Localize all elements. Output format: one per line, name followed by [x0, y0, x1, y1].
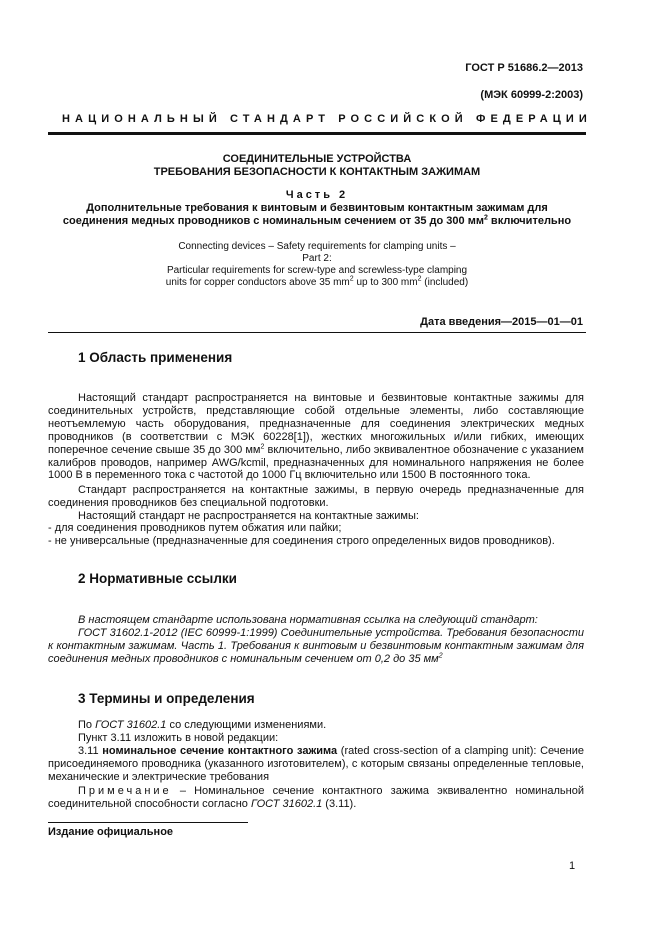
standard-number: ГОСТ Р 51686.2—2013 — [465, 62, 583, 74]
section-1-paragraph-1: Настоящий стандарт распространяется на винтовые и безвинтовые контактные зажимы для соединительных устройств, представляющие собой отдельные элементы, либо составляющие неотъемлемую часть оборудования, предназначенные для соединения электрических медных проводников (в соответствии с МЭК 60228[1]), жестких многожильных и/или гибких, имеющих поперечное сечение свыше 35 до 300 $мм^2$ включительно, либо эквивалентное обозначение с указанием калибров проводов, например AWG/kcmil, предназначенных для номинального напряжения не более 1000 В в переменного тока с частотой до 1000 Гц включительно или 1500 В постоянного тока. — [48, 392, 584, 482]
section-1-heading: 1 Область применения — [78, 350, 233, 365]
section-1-paragraph-2: Стандарт распространяется на контактные зажимы, в первую очередь предназначенные для соединения проводников без специальной подготовки. — [48, 484, 584, 509]
section-1-list-item-1: - для соединения проводников путем обжатия или пайки; — [48, 522, 342, 534]
footer-divider — [48, 822, 248, 823]
section-3-definition: 3.11 номинальное сечение контактного зажима (rated cross-section of a clamping unit): Сечение присоединяемого проводника (указанного изготовителем), с которым связаны определенные тепловые, механические и электрические требования — [48, 745, 584, 783]
page-number: 1 — [569, 860, 576, 872]
section-3-heading: 3 Термины и определения — [78, 691, 255, 706]
english-title-line-4: units for copper conductors above 35 $mm^2$ up to 300 $mm^2$ (included) — [165, 275, 469, 288]
section-3-paragraph-2: Пункт 3.11 изложить в новой редакции: — [78, 732, 279, 744]
date-divider — [48, 332, 586, 333]
header-divider — [48, 132, 586, 135]
subtitle-line-2: соединения медных проводников с номинальным сечением от 35 до 300 $мм^2$ включительно — [62, 214, 572, 227]
iec-number: (МЭК 60999-2:2003) — [480, 89, 583, 101]
subtitle-line-1: Дополнительные требования к винтовым и безвинтовым контактным зажимам для — [86, 202, 548, 214]
section-3-paragraph-1: По ГОСТ 31602.1 со следующими изменениями. — [78, 719, 327, 731]
title-line-2: ТРЕБОВАНИЯ БЕЗОПАСНОСТИ К КОНТАКТНЫМ ЗАЖИМАМ — [153, 166, 481, 178]
english-title-line-2: Part 2: — [302, 253, 332, 264]
note-label: Примечание — [78, 785, 172, 797]
section-1-paragraph-3: Настоящий стандарт не распространяется на контактные зажимы: — [78, 510, 419, 522]
part-label: Часть 2 — [285, 189, 349, 201]
defined-term: номинальное сечение контактного зажима — [102, 745, 338, 757]
national-standard-banner: НАЦИОНАЛЬНЫЙ СТАНДАРТ РОССИЙСКОЙ ФЕДЕРАЦИИ — [62, 113, 592, 125]
english-title-line-1: Connecting devices – Safety requirements for clamping units – — [178, 241, 456, 252]
section-2-heading: 2 Нормативные ссылки — [78, 571, 237, 586]
english-title-line-3: Particular requirements for screw-type and screwless-type clamping — [166, 265, 468, 276]
gost-reference: ГОСТ 31602.1 — [95, 719, 167, 731]
title-line-1: СОЕДИНИТЕЛЬНЫЕ УСТРОЙСТВА — [222, 153, 412, 165]
section-2-paragraph: В настоящем стандарте использована нормативная ссылка на следующий стандарт: ГОСТ 31602.1-2012 (IEC 60999-1:1999) Соединительные устройства. Требования безопасности к контактным зажимам. Часть 1. Требования к винтовым и безвинтовым контактным зажимам для соединения медных проводников с номинальным сечением от 0,2 до 35 $мм^2$ — [48, 614, 584, 665]
section-3-note: Примечание – Номинальное сечение контактного зажима эквивалентно номинальной соединительной способности согласно ГОСТ 31602.1 (3.11). — [48, 785, 584, 810]
section-1-list-item-2: - не универсальные (предназначенные для соединения строго определенных видов проводников). — [48, 535, 555, 547]
gost-reference-note: ГОСТ 31602.1 — [250, 797, 323, 810]
official-edition-label: Издание официальное — [48, 826, 174, 838]
introduction-date: Дата введения—2015—01—01 — [420, 316, 583, 328]
